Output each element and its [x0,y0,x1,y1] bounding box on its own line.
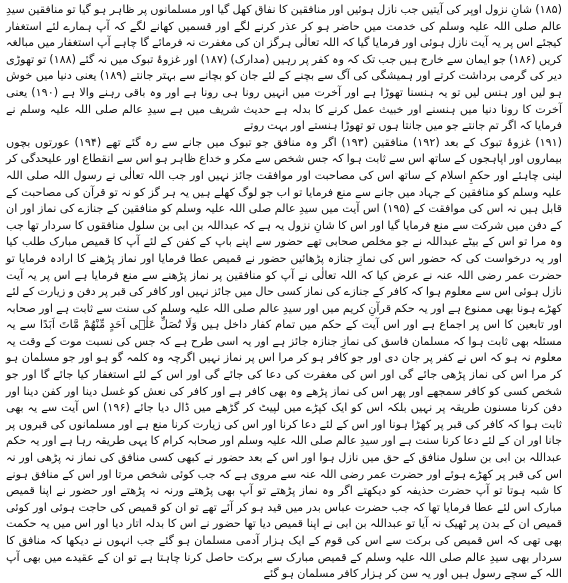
commentary-text [6,2,562,581]
commentary-paragraph: (۱۹۱) غزوۂ تبوک کے بعد (۱۹۲) منافقین (۱۹۳) اگر وہ منافق جو تبوک میں جانے سے رہ گئے تھے (۱۹۴) عورتوں بچوں بیماروں اور اپاہجوں کے ساتھ اس سے ثابت ہوا کہ جس شخص سے مکر و خداع ظاہر ہو اس سے انقطاع اور علیحدگی کر لینی چاہئے اور حکمِ اسلام کے ساتھ اس کی مصاحبت اور موافقت جائز نہیں اور جب اللہ تعالٰی نے رسول اللہ صلی اللہ علیہ وسلم کو منافقین کے جہاد میں جانے سے منع فرمایا تو اب جو لوگ کھلے ہیں یہ ہر گز کو نہ تو قرآن کی مصاحبت کے قابل ہیں نہ اس کی موافقت کے (۱۹۵) اس آیت میں سیدِ عالم صلی اللہ علیہ وسلم کو منافقین کے جنازے کی نماز اور ان کے دفن میں شرکت سے منع فرمایا گیا اور اس کا شانِ نزول یہ ہے کہ عبداللہ بن ابی بن سلول منافقوں کا سردار تھا جب وہ مرا تو اس کے بیٹے عبداللہ نے جو مخلص صحابی تھے حضور سے اپنے باپ کے کفن کے لئے آپ کا قمیص مبارک طلب کیا اور یہ درخواست کی کہ حضور اس کی نمازِ جنازہ پڑھائیں حضور نے قمیص عطا فرمایا اور نماز پڑھنے کا ارادہ فرمایا تو حضرت عمر رضی اللہ عنہ نے عرض کیا کہ اللہ تعالٰی نے آپ کو منافقین پر نماز پڑھنے سے منع فرمایا ہے اس پر یہ آیت نازل ہوئی اس سے معلوم ہوا کہ کافر کے جنازے کی نماز کسی حال میں جائز نہیں اور کافر کی قبر پر دفن و زیارت کے لئے کھڑے ہونا بھی ممنوع ہے اور یہ حکم قرآنِ کریم میں اور سیدِ عالم صلی اللہ علیہ وسلم کی سنت سے ثابت ہے اور صحابہ اور تابعین کا اس پر اجماع ہے اور اس آیت کے حکم میں تمام کفار داخل ہیں وَلَا تُصَلِّ عَلٰۤی اَحَدٍ مِّنْهُمْ مَّاتَ اَبَدًا سے یہ مسئلہ بھی ثابت ہوا کہ مسلمان فاسق کی نمازِ جنازہ جائز ہے اور یہ اسی طرح ہے کہ جس کی نسبت موت کے وقت یہ معلوم نہ ہو کہ اس نے کفر پر جان دی اور جو کافر ہو کر مرا اس پر نماز نہیں اگرچہ وہ کلمہ گو ہو اور جو مسلمان ہو کر مرا اس کی نماز پڑھی جائے گی اور اس کی مغفرت کی دعا کی جائے گی اور اس کے لئے استغفار کیا جائے گا اور جو شخص کسی کو کافر سمجھے اور پھر اس کی نماز پڑھے وہ بھی کافر ہے اور کافر کی نعش کو غسل دینا اور کفن دینا اور دفن کرنا مسنون طریقہ پر نہیں بلکہ اس کو ایک کپڑے میں لپیٹ کر گڑھے میں ڈال دیا جائے (۱۹۶) اس آیت سے یہ بھی ثابت ہوا کہ کافر کی قبر پر کھڑا ہونا اور اس کے لئے دعا کرنا اور اس کی زیارت کرنا منع ہے اور مسلمانوں کی قبروں پر جانا اور ان کے لئے دعا کرنا سنت ہے اور سیدِ عالم صلی اللہ علیہ وسلم اور صحابہ کرام کا یہی طریقہ رہا ہے اور یہ حکم عبداللہ بن ابی بن سلول منافق کے حق میں نازل ہوا اور اس کے بعد حضور نے کبھی کسی منافق کی نماز نہ پڑھی اور نہ اس کی قبر پر کھڑے ہوئے اور حضرت عمر رضی اللہ عنہ سے مروی ہے کہ جب کوئی شخص مرتا اور اس کے منافق ہونے کا شبہ ہوتا تو آپ حضرت حذیفہ کو دیکھتے اگر وہ نماز پڑھتے تو آپ بھی پڑھتے ورنہ نہ پڑھتے اور حضور نے اپنا قمیص مبارک اس لئے عطا فرمایا تھا کہ جب حضرت عباس بدر میں قید ہو کر آئے تھے تو ان کو قمیص کی حاجت ہوئی اور کوئی قمیص ان کے بدن پر ٹھیک نہ آیا تو عبداللہ بن ابی نے اپنا قمیص دیا تھا حضور نے اس کا بدلہ اتار دیا اور اس میں یہ حکمت بھی تھی کہ اس قمیص کی برکت سے اس کی قوم کے ایک ہزار آدمی مسلمان ہو گئے جب انہوں نے دیکھا کہ منافق کا سردار بھی سیدِ عالم صلی اللہ علیہ وسلم کے قمیص مبارک سے برکت حاصل کرنا چاہتا ہے تو ان کے عقیدے میں بھی آپ اللہ کے سچے رسول ہیں اور یہ سن کر ہزار کافر مسلمان ہو گئے [6,135,562,581]
commentary-paragraph: (۱۸۵) شانِ نزول اوپر کی آیتیں جب نازل ہوئیں اور منافقین کا نفاق کھل گیا اور مسلمانوں پر ظاہر ہو گیا تو منافقین سیدِ عالم صلی اللہ علیہ وسلم کی خدمت میں حاضر ہو کر عذر کرنے لگے اور قسمیں کھانے لگے کہ آپ ہمارے لئے استغفار کیجئے اس پر یہ آیت نازل ہوئی اور فرمایا گیا کہ اللہ تعالٰی ہرگز ان کی مغفرت نہ فرمائے گا چاہے آپ استغفار میں مبالغہ کریں (۱۸۶) جو ایمان سے خارج ہیں جب تک کہ وہ کفر پر رہیں (مدارک) (۱۸۷) اور غزوۂ تبوک میں نہ گئے (۱۸۸) تو تھوڑی دیر کی گرمی برداشت کرتے اور ہمیشگی کی آگ سے بچنے کے لئے جان کو بچانے سے بہتر جانتے (۱۸۹) یعنی دنیا میں خوش ہو لیں اور ہنس لیں تو یہ ہنسنا تھوڑا ہے اور آخرت میں انہیں رونا ہی رونا ہے اور وہ باقی رہنے والا ہے (۱۹۰) یعنی آخرت کا رونا دنیا میں ہنسنے اور خبیث عمل کرنے کا بدلہ ہے حدیث شریف میں ہے سیدِ عالم صلی اللہ علیہ وسلم نے فرمایا کہ اگر تم جانتے جو میں جانتا ہوں تو تھوڑا ہنستے اور بہت روتے [6,3,562,133]
